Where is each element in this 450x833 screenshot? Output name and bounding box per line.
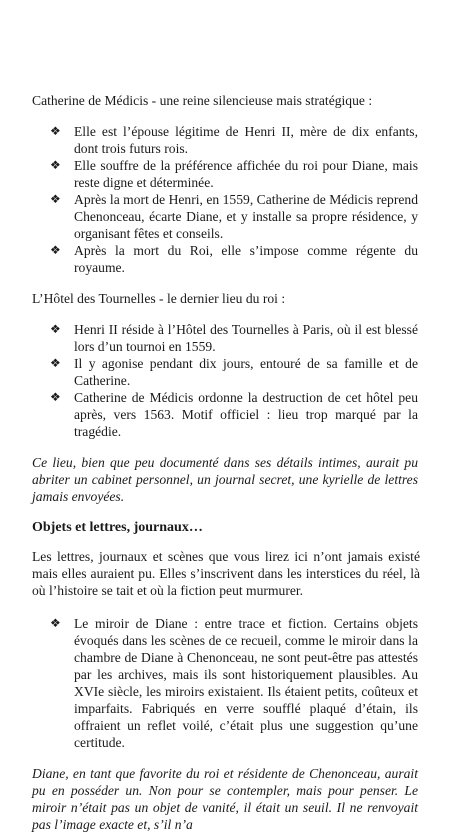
list-item [32,615,420,751]
body-paragraph: Les lettres, journaux et scènes que vous lirez ici n’ont jamais existé mais elles auraient pu. Elles s’inscrivent dans les interstices du réel, là où l’histoire se tait et où la fiction peut murmurer. [32,549,420,598]
diamond-bullet-icon: ❖ [50,390,61,404]
bullet-list-catherine [32,123,420,276]
diamond-bullet-icon: ❖ [50,192,61,206]
diamond-bullet-icon: ❖ [50,243,61,257]
list-item [32,321,420,355]
list-item [32,355,420,389]
diamond-bullet-icon: ❖ [50,616,61,630]
list-item-text: Henri II réside à l’Hôtel des Tournelles à Paris, où il est blessé lors d’un tournoi en 1559. [74,322,418,354]
list-item [32,242,420,276]
diamond-bullet-icon: ❖ [50,356,61,370]
list-item [32,389,420,440]
bullet-list-miroir [32,615,420,751]
italic-note-diane: Diane, en tant que favorite du roi et résidente de Chenonceau, aurait pu en posséder un. Non pour se contempler, mais pour penser. Le miroir n’était pas un objet de vanité, il était un seuil. Il ne renvoyait pas l’image exacte et, s’il n’a [32,766,418,832]
list-item-text: Elle souffre de la préférence affichée du roi pour Diane, mais reste digne et déterminée. [74,158,418,190]
bullet-list-tournelles [32,321,420,440]
diamond-bullet-icon: ❖ [50,158,61,172]
diamond-bullet-icon: ❖ [50,322,61,336]
diamond-bullet-icon: ❖ [50,124,61,138]
document-page [32,92,420,833]
list-item-text: Il y agonise pendant dix jours, entouré de sa famille et de Catherine. [74,356,418,388]
list-item-text: Après la mort du Roi, elle s’impose comme régente du royaume. [74,243,418,275]
list-item-text: Catherine de Médicis ordonne la destruction de cet hôtel peu après, vers 1563. Motif officiel : lieu trop marqué par la tragédie. [74,390,418,439]
section-intro-tournelles: L’Hôtel des Tournelles - le dernier lieu du roi : [32,291,286,306]
list-item [32,157,420,191]
list-item-text: Après la mort de Henri, en 1559, Catherine de Médicis reprend Chenonceau, écarte Diane, et y installe sa propre résidence, y organisant fêtes et conseils. [74,192,418,241]
italic-note-tournelles: Ce lieu, bien que peu documenté dans ses détails intimes, aurait pu abriter un cabinet personnel, un journal secret, une kyrielle de lettres jamais envoyées. [32,455,418,504]
section-heading: Objets et lettres, journaux… [32,520,203,535]
list-item-text: Le miroir de Diane : entre trace et fiction. Certains objets évoqués dans les scènes de ce recueil, comme le miroir dans la chambre de Diane à Chenonceau, ne sont peut-être pas attestés par les archives, mais ils sont historiquement plausibles. Au XVIe siècle, les miroirs existaient. Ils étaient petits, coûteux et imparfaits. Fabriqués en verre soufflé plaqué d’étain, ils offraient un reflet voilé, c’était plus une suggestion qu’une certitude. [74,616,418,750]
list-item-text: Elle est l’épouse légitime de Henri II, mère de dix enfants, dont trois futurs rois. [74,124,418,156]
list-item [32,123,420,157]
list-item [32,191,420,242]
section-intro-catherine: Catherine de Médicis - une reine silencieuse mais stratégique : [32,93,373,108]
